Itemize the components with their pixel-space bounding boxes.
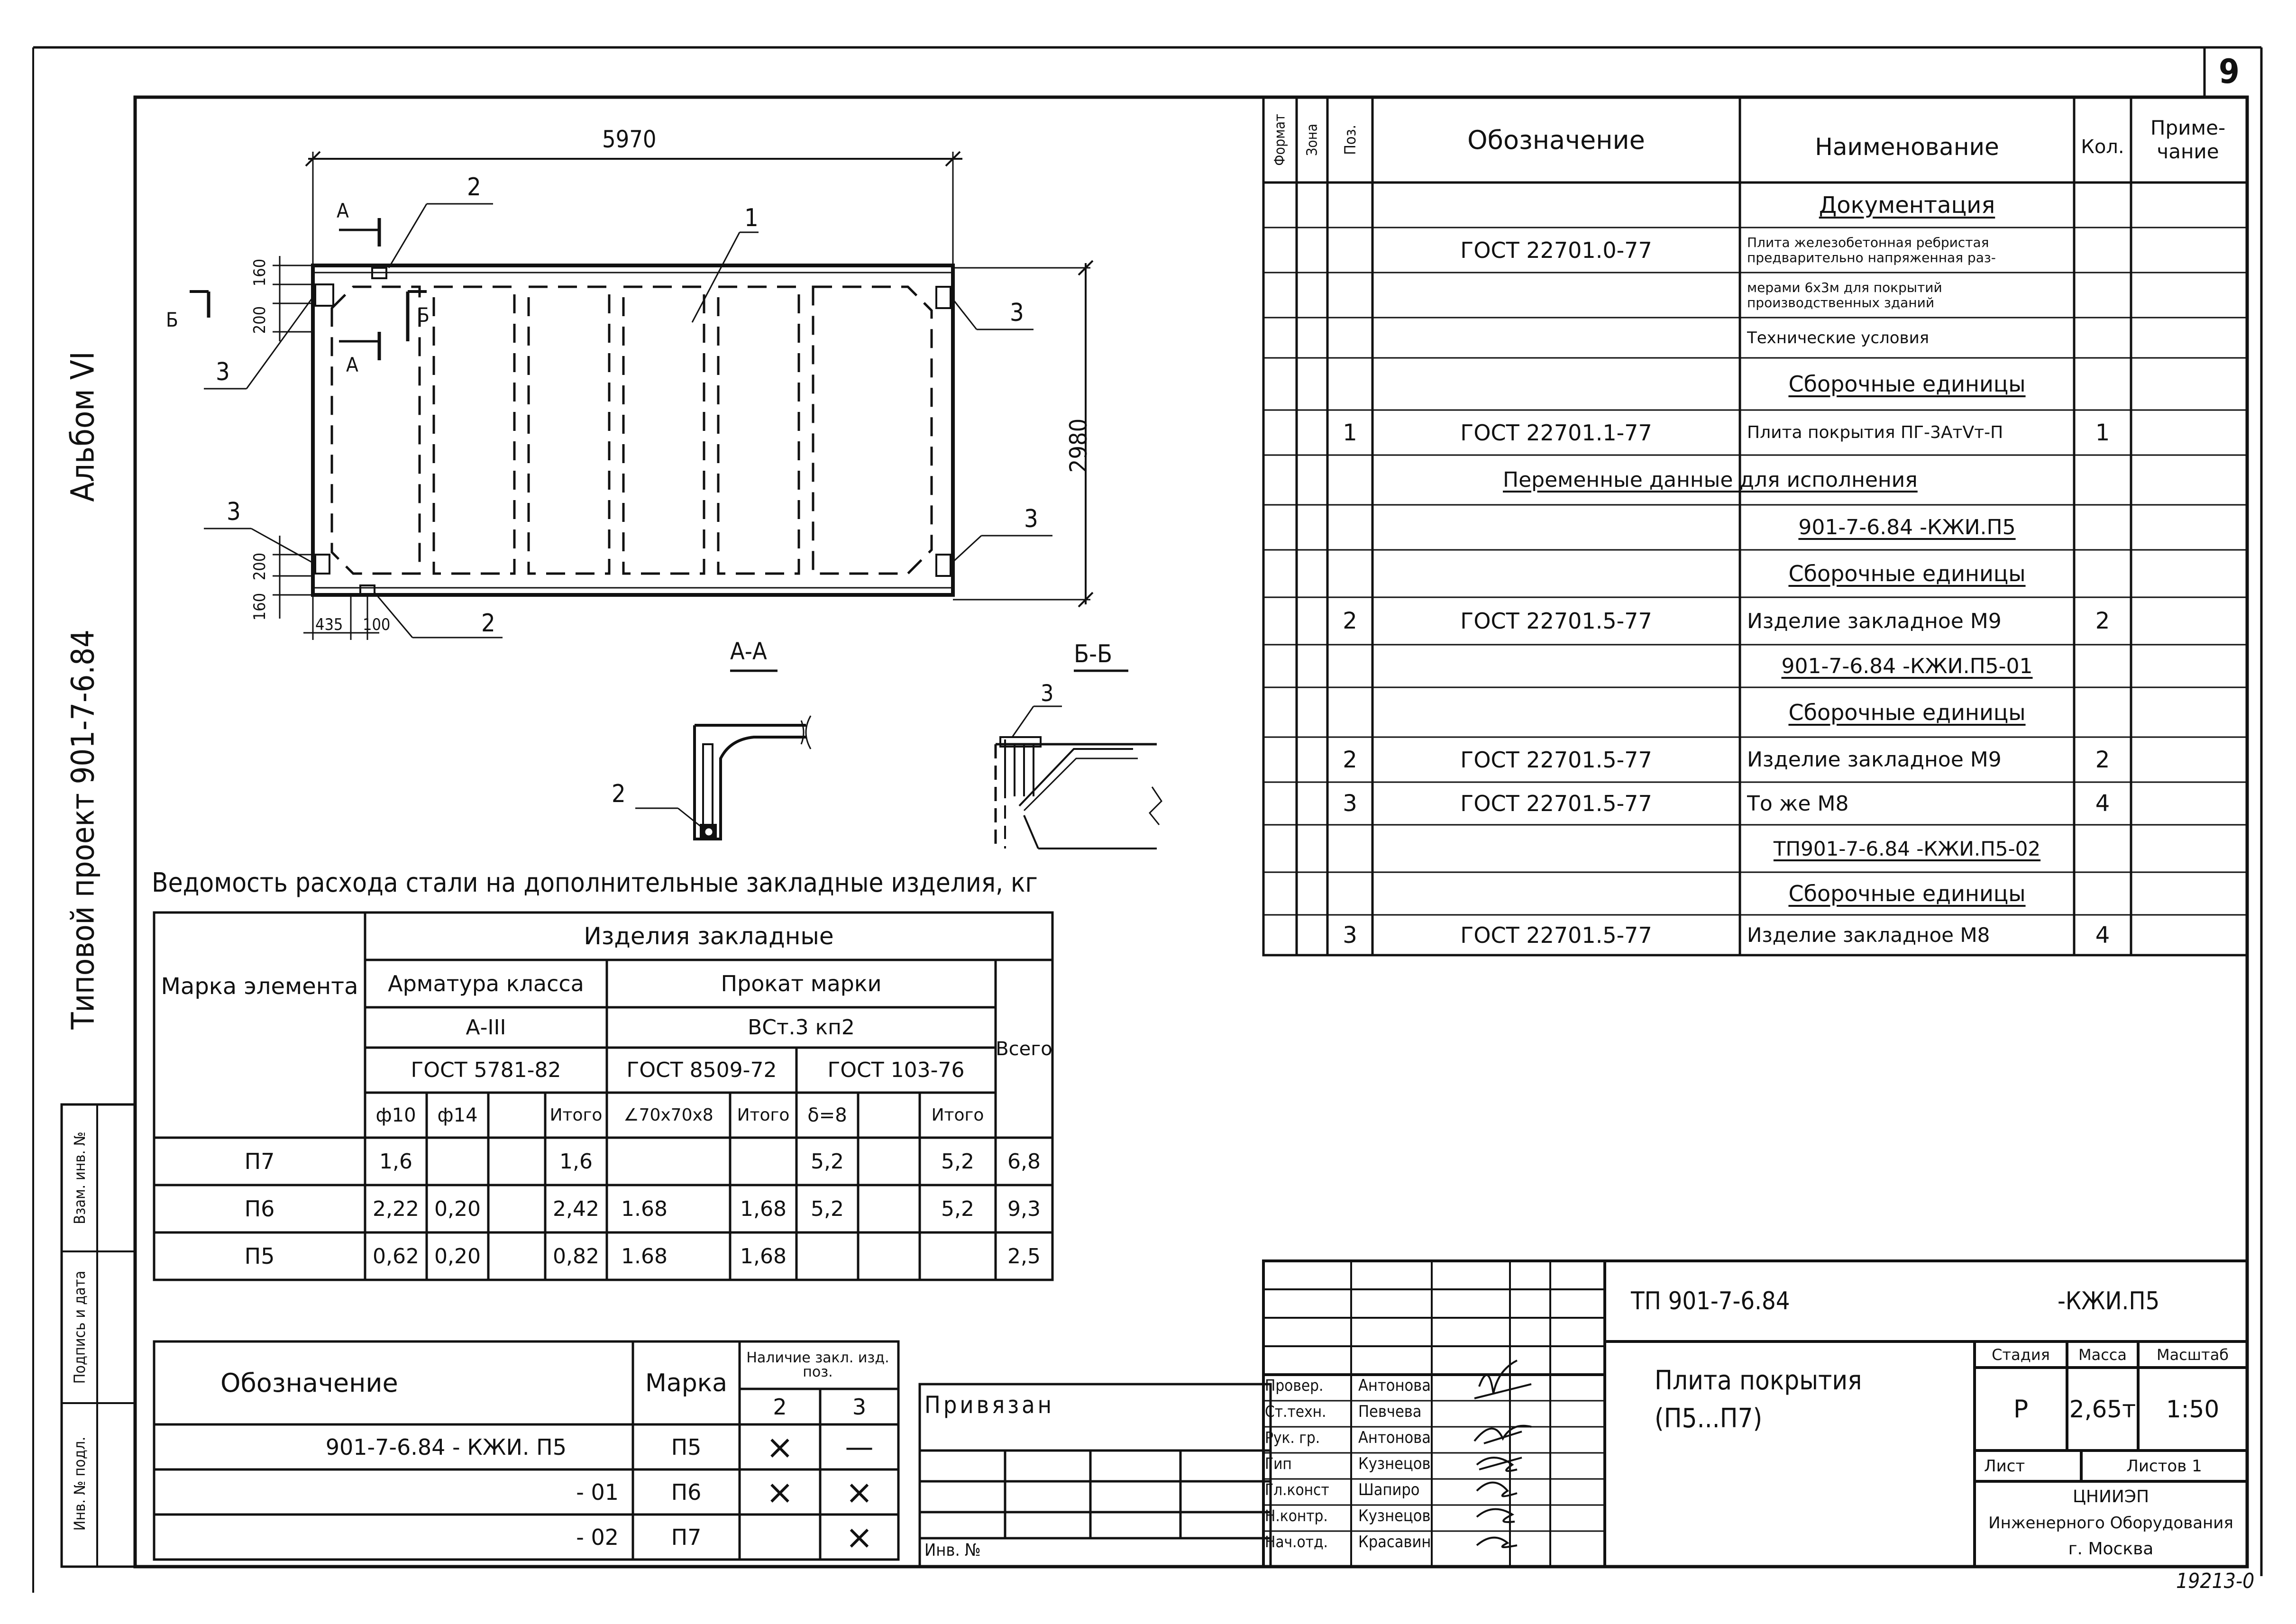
steel-col-phi10: ф10 bbox=[375, 1104, 416, 1126]
spec-name: Плита покрытия ПГ-3АтVт-П bbox=[1747, 423, 2003, 442]
steel-row-total: 9,3 bbox=[1007, 1196, 1041, 1221]
title-mass: 2,65т bbox=[2069, 1395, 2136, 1423]
steel-cell: 1,68 bbox=[740, 1196, 787, 1221]
steel-cell: 1.68 bbox=[621, 1244, 668, 1268]
title-name-line2: (П5...П7) bbox=[1655, 1403, 1763, 1434]
title-mass-label: Масса bbox=[2078, 1345, 2127, 1364]
steel-h-mark: Марка элемента bbox=[161, 973, 358, 1000]
person-name: Антонова bbox=[1358, 1376, 1431, 1395]
person-role: Ст.техн. bbox=[1265, 1402, 1326, 1421]
steel-col-total-3: Итого bbox=[931, 1105, 984, 1125]
steel-h-rolled: Прокат марки bbox=[721, 971, 882, 996]
spec-designation: ГОСТ 22701.5-77 bbox=[1460, 747, 1652, 773]
dim-left-3: 200 bbox=[250, 552, 269, 581]
marks-row-p2: × bbox=[766, 1472, 794, 1512]
spec-variant-designation: ТП901-7-6.84 -КЖИ.П5-02 bbox=[1773, 837, 2041, 860]
steel-col-total-1: Итого bbox=[549, 1105, 603, 1125]
marks-row-designation: 901-7-6.84 - КЖИ. П5 bbox=[325, 1434, 567, 1460]
title-org-line2: Инженерного Оборудования bbox=[1988, 1513, 2233, 1533]
steel-row-mark: П7 bbox=[244, 1149, 275, 1174]
spec-name: Изделие закладное М8 bbox=[1747, 923, 1990, 947]
steel-cell: 5,2 bbox=[941, 1149, 974, 1174]
title-stage: Р bbox=[2013, 1395, 2029, 1423]
section-a-callout: 2 bbox=[612, 780, 626, 808]
title-code-suffix: -КЖИ.П5 bbox=[2058, 1287, 2160, 1315]
spec-h-note: Приме-чание bbox=[2150, 116, 2226, 163]
title-scale: 1:50 bbox=[2166, 1395, 2220, 1423]
person-role: Гип bbox=[1265, 1454, 1292, 1473]
spec-section-assembly: Сборочные единицы bbox=[1788, 699, 2026, 725]
spec-name: Технические условия bbox=[1747, 328, 1930, 347]
spec-h-designation: Обозначение bbox=[1467, 125, 1645, 155]
person-name: Кузнецов bbox=[1358, 1506, 1431, 1525]
spec-name: Изделие закладное М9 bbox=[1747, 748, 2002, 772]
title-code: ТП 901-7-6.84 bbox=[1631, 1287, 1790, 1315]
title-org-line1: ЦНИИЭП bbox=[2072, 1487, 2150, 1506]
spec-variant-designation: 901-7-6.84 -КЖИ.П5 bbox=[1798, 515, 2016, 539]
steel-table-caption: Ведомость расхода стали на дополнительные закладные изделия, кг bbox=[152, 867, 1038, 898]
section-mark-b-left: Б bbox=[166, 308, 178, 331]
spec-qty: 1 bbox=[2095, 419, 2110, 446]
steel-cell: 5,2 bbox=[811, 1149, 844, 1174]
marks-h-presence: Наличие закл. изд. поз. bbox=[746, 1350, 889, 1380]
person-name: Певчева bbox=[1358, 1402, 1422, 1421]
marks-row-mark: П6 bbox=[671, 1479, 702, 1505]
steel-cell: 1,6 bbox=[559, 1149, 593, 1174]
steel-h-rebar: Арматура класса bbox=[388, 971, 584, 996]
spec-pos: 2 bbox=[1343, 746, 1357, 773]
album-label: Альбом VI bbox=[64, 351, 102, 502]
callout-3-top-left: 3 bbox=[216, 358, 230, 386]
dim-left-2: 200 bbox=[250, 306, 269, 334]
steel-h-rolled-gost1: ГОСТ 8509-72 bbox=[626, 1058, 777, 1082]
callout-2-bottom: 2 bbox=[481, 609, 495, 638]
spec-designation: ГОСТ 22701.5-77 bbox=[1460, 791, 1652, 816]
section-mark-b-right: Б bbox=[417, 303, 430, 327]
marks-row-designation: - 02 bbox=[576, 1524, 619, 1550]
title-stage-label: Стадия bbox=[1992, 1345, 2050, 1364]
steel-cell: 1,68 bbox=[740, 1244, 787, 1268]
steel-cell: 1,6 bbox=[379, 1149, 412, 1174]
dim-bottom-2: 100 bbox=[363, 615, 391, 634]
steel-col-phi14: ф14 bbox=[437, 1104, 478, 1126]
spec-designation: ГОСТ 22701.1-77 bbox=[1460, 420, 1652, 446]
person-role: Н.контр. bbox=[1265, 1506, 1328, 1525]
marks-row-designation: - 01 bbox=[576, 1479, 619, 1505]
steel-col-plate: δ=8 bbox=[807, 1104, 847, 1126]
signatures bbox=[1474, 1360, 1531, 1547]
steel-h-total: Всего bbox=[996, 1038, 1052, 1060]
spec-section-assembly: Сборочные единицы bbox=[1788, 561, 2026, 586]
spec-section-assembly: Сборочные единицы bbox=[1788, 881, 2026, 906]
series-label: Типовой проект 901-7-6.84 bbox=[64, 630, 101, 1030]
binding-title: Привязан bbox=[924, 1391, 1055, 1419]
title-scale-label: Масштаб bbox=[2156, 1345, 2229, 1364]
marks-row-mark: П5 bbox=[671, 1434, 702, 1460]
steel-cell: 0,20 bbox=[434, 1244, 481, 1268]
steel-h-rebar-gost: ГОСТ 5781-82 bbox=[411, 1058, 561, 1082]
marks-h-designation: Обозначение bbox=[220, 1368, 398, 1398]
spec-designation: ГОСТ 22701.0-77 bbox=[1460, 237, 1652, 263]
strip-signature-date: Подпись и дата bbox=[71, 1270, 89, 1384]
marks-h-mark: Марка bbox=[645, 1369, 727, 1397]
steel-row-mark: П5 bbox=[244, 1243, 275, 1269]
title-name-line1: Плита покрытия bbox=[1655, 1365, 1862, 1396]
spec-name: То же М8 bbox=[1747, 791, 1849, 816]
page-number: 9 bbox=[2219, 52, 2240, 91]
marks-row-p3: × bbox=[845, 1472, 873, 1512]
person-name: Антонова bbox=[1358, 1428, 1431, 1447]
spec-name: Плита железобетонная ребристая предварительно напряженная раз- bbox=[1747, 234, 1996, 265]
steel-cell: 2,42 bbox=[553, 1196, 599, 1221]
steel-h-rolled-gost2: ГОСТ 103-76 bbox=[827, 1058, 965, 1082]
spec-pos: 3 bbox=[1343, 790, 1357, 817]
steel-h-rebar-cls: А-III bbox=[466, 1015, 506, 1040]
callout-2-top: 2 bbox=[467, 173, 481, 201]
dim-left-4: 160 bbox=[250, 593, 269, 621]
person-role: Провер. bbox=[1265, 1376, 1324, 1395]
title-sheet-label: Лист bbox=[1984, 1456, 2025, 1476]
marks-row-p2: × bbox=[766, 1427, 794, 1467]
person-role: Рук. гр. bbox=[1265, 1428, 1320, 1447]
dim-left-1: 160 bbox=[250, 258, 269, 287]
person-name: Красавин bbox=[1358, 1533, 1431, 1551]
spec-variant-designation: 901-7-6.84 -КЖИ.П5-01 bbox=[1781, 654, 2033, 678]
spec-pos: 2 bbox=[1343, 608, 1357, 634]
steel-row-total: 6,8 bbox=[1007, 1149, 1041, 1174]
title-sheets-label: Листов 1 bbox=[2126, 1456, 2202, 1476]
person-name: Кузнецов bbox=[1358, 1454, 1431, 1473]
steel-cell: 5,2 bbox=[811, 1196, 844, 1221]
strip-replace-inv: Взам. инв. № bbox=[71, 1131, 89, 1224]
title-org-line3: г. Москва bbox=[2068, 1539, 2154, 1559]
archive-number: 19213-0 bbox=[2176, 1569, 2255, 1593]
callout-3-top-right: 3 bbox=[1010, 299, 1024, 327]
spec-section-documentation: Документация bbox=[1819, 192, 1995, 219]
steel-col-angle: ∠70х70х8 bbox=[623, 1105, 713, 1125]
spec-h-zone: Зона bbox=[1304, 124, 1321, 156]
spec-name: мерами 6х3м для покрытий производственных зданий bbox=[1747, 279, 1942, 310]
steel-row-mark: П6 bbox=[244, 1196, 275, 1222]
callout-3-bottom-left: 3 bbox=[227, 498, 241, 526]
spec-pos: 1 bbox=[1343, 419, 1357, 446]
person-role: Нач.отд. bbox=[1265, 1533, 1328, 1551]
spec-pos: 3 bbox=[1343, 921, 1357, 949]
steel-cell: 2,22 bbox=[373, 1196, 419, 1221]
steel-cell: 5,2 bbox=[941, 1196, 974, 1221]
spec-section-assembly: Сборочные единицы bbox=[1788, 371, 2026, 397]
steel-cell: 0,82 bbox=[553, 1244, 599, 1268]
marks-h-pos-3: 3 bbox=[852, 1394, 867, 1420]
dim-length: 5970 bbox=[602, 126, 657, 153]
steel-row-total: 2,5 bbox=[1007, 1244, 1041, 1268]
section-b-b bbox=[996, 671, 1162, 848]
steel-h-items: Изделия закладные bbox=[584, 922, 834, 950]
section-mark-a-bottom: А bbox=[346, 353, 358, 376]
callout-1: 1 bbox=[744, 204, 759, 232]
person-role: Гл.конст bbox=[1265, 1480, 1329, 1499]
marks-row-p3: × bbox=[845, 1517, 873, 1557]
steel-cell: 0,20 bbox=[434, 1196, 481, 1221]
section-b-title: Б-Б bbox=[1074, 640, 1113, 668]
strip-inv-original: Инв. № подл. bbox=[71, 1436, 89, 1531]
spec-qty: 4 bbox=[2095, 921, 2110, 949]
marks-row-p3: — bbox=[845, 1430, 874, 1464]
steel-col-total-2: Итого bbox=[737, 1105, 790, 1125]
binding-inv: Инв. № bbox=[924, 1541, 981, 1560]
section-mark-a-top: А bbox=[337, 199, 349, 222]
spec-designation: ГОСТ 22701.5-77 bbox=[1460, 608, 1652, 634]
dim-width: 2980 bbox=[1065, 418, 1092, 473]
callout-3-bottom-right: 3 bbox=[1024, 505, 1038, 533]
spec-qty: 2 bbox=[2095, 746, 2110, 773]
section-a-title: А-А bbox=[730, 638, 767, 665]
section-a-a bbox=[635, 671, 811, 839]
spec-name: Изделие закладное М9 bbox=[1747, 609, 2002, 633]
spec-h-name: Наименование bbox=[1815, 133, 1999, 161]
spec-h-format: Формат bbox=[1271, 114, 1289, 166]
spec-qty: 2 bbox=[2095, 608, 2110, 634]
person-name: Шапиро bbox=[1358, 1480, 1420, 1499]
spec-qty: 4 bbox=[2095, 790, 2110, 817]
spec-variable-data: Переменные данные для исполнения bbox=[1503, 468, 1918, 492]
section-b-callout: 3 bbox=[1041, 680, 1054, 707]
steel-cell: 0,62 bbox=[373, 1244, 419, 1268]
plan-view bbox=[190, 152, 1093, 640]
steel-cell: 1.68 bbox=[621, 1196, 668, 1221]
marks-row-mark: П7 bbox=[671, 1524, 702, 1550]
marks-h-pos-2: 2 bbox=[773, 1394, 787, 1420]
spec-h-pos: Поз. bbox=[1341, 125, 1359, 155]
spec-designation: ГОСТ 22701.5-77 bbox=[1460, 922, 1652, 948]
spec-h-qty: Кол. bbox=[2081, 136, 2124, 158]
dim-bottom-1: 435 bbox=[315, 615, 343, 634]
steel-h-rolled-cls: ВСт.3 кп2 bbox=[748, 1015, 855, 1040]
